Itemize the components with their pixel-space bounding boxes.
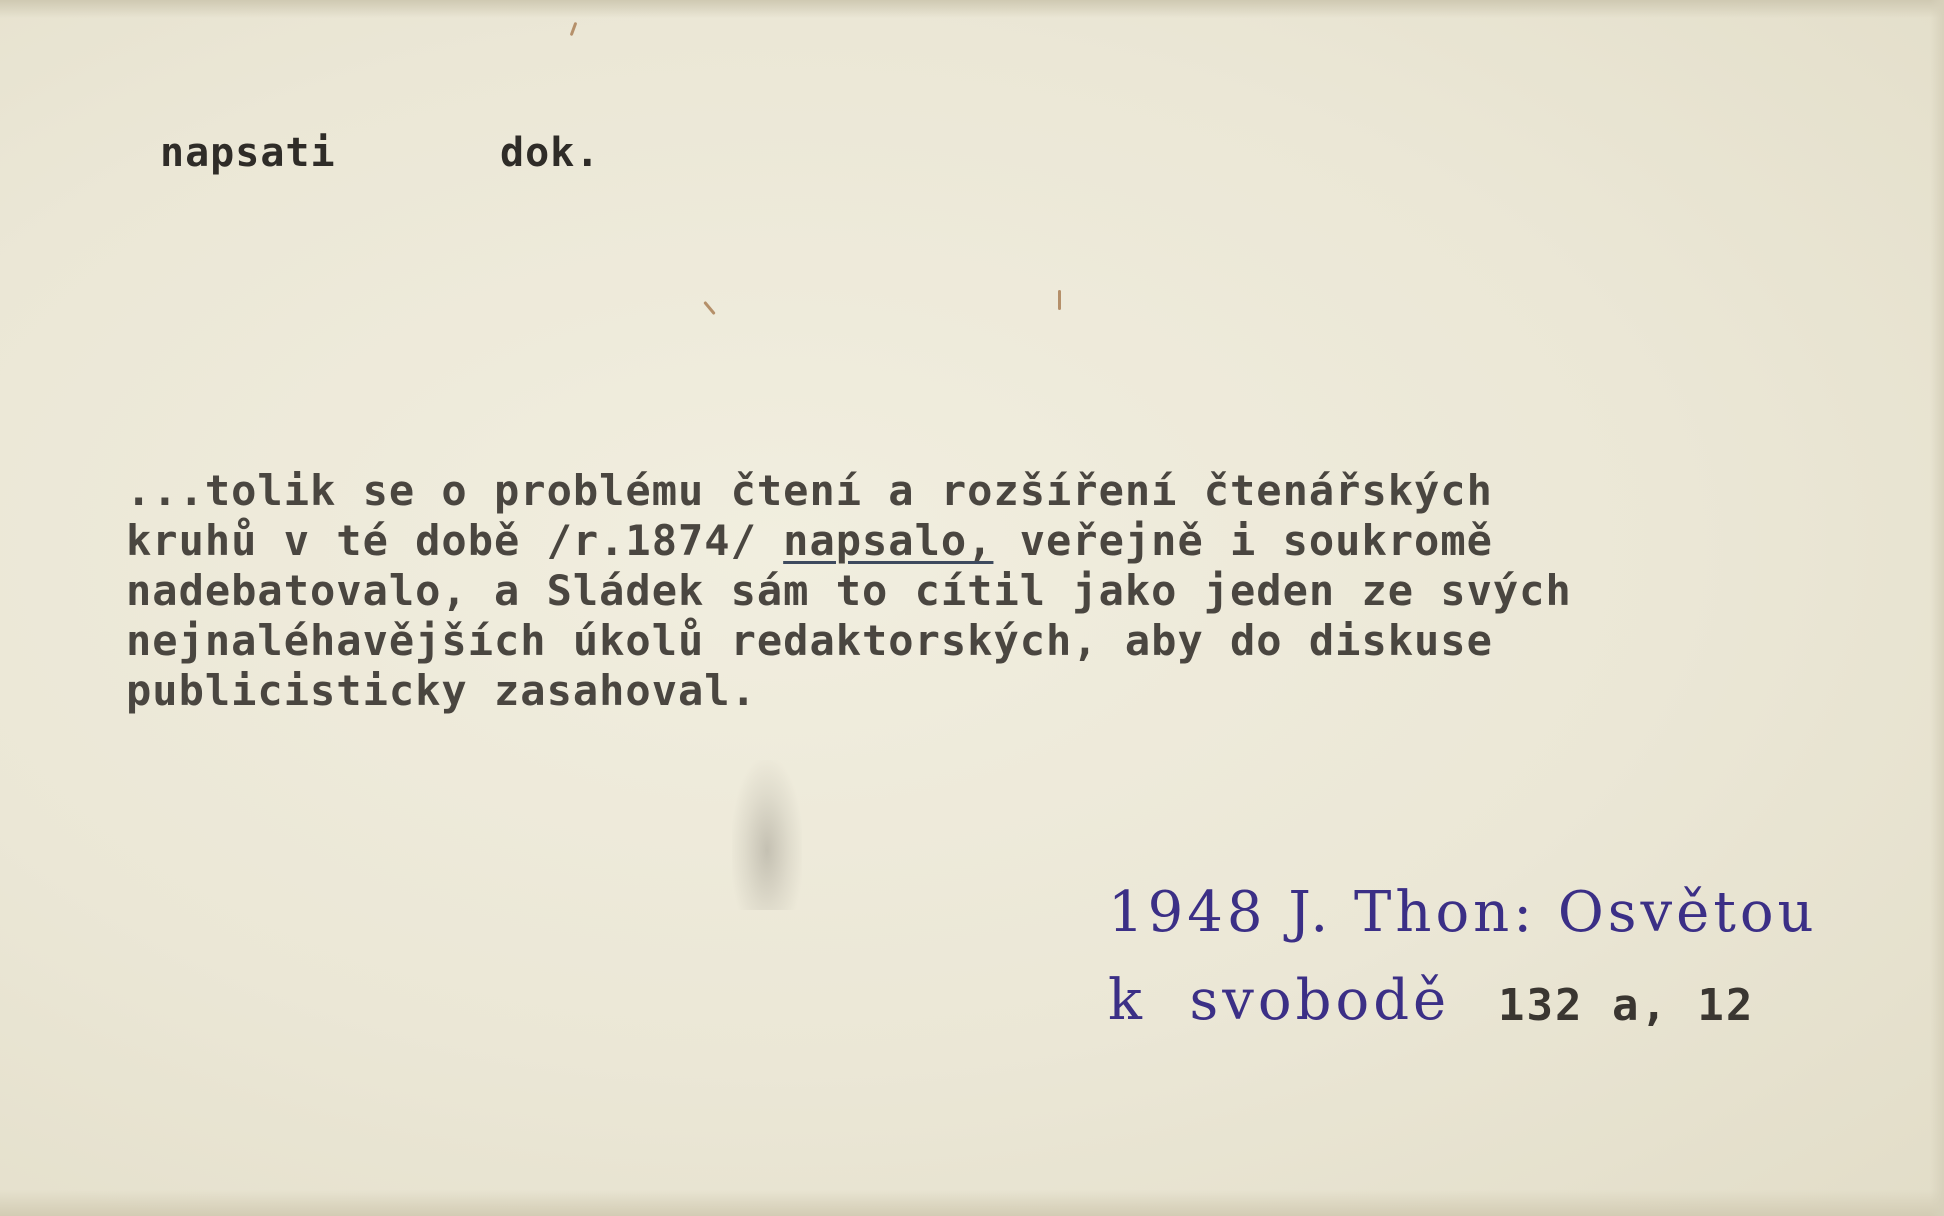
card-edge-shadow: [0, 1190, 1944, 1216]
paper-speck: [703, 301, 716, 315]
paper-speck: [1058, 290, 1061, 310]
underlined-keyword: napsalo,: [783, 516, 994, 565]
grammatical-qualifier: dok.: [500, 130, 601, 176]
excerpt-line-1: ...tolik se o problému čtení a rozšíření čtenářských: [126, 466, 1493, 515]
page-reference: 132 a, 12: [1498, 980, 1755, 1031]
paper-speck: [570, 22, 578, 36]
excerpt-line-3: nadebatovalo, a Sládek sám to cítil jako jeden ze svých: [126, 566, 1572, 615]
ink-smudge: [732, 760, 802, 910]
citation-excerpt: [126, 466, 1826, 716]
source-stamp-line-2: k svobodě: [1108, 968, 1451, 1033]
excerpt-line-4: nejnaléhavějších úkolů redaktorských, aby do diskuse: [126, 616, 1493, 665]
excerpt-line-2-end: veřejně i soukromě: [993, 516, 1493, 565]
headword: napsati: [160, 130, 336, 176]
excerpt-line-5: publicisticky zasahoval.: [126, 666, 757, 715]
source-stamp-line-1: 1948 J. Thon: Osvětou: [1108, 880, 1818, 945]
excerpt-line-2: [126, 516, 1826, 566]
excerpt-line-2-start: kruhů v té době /r.1874/: [126, 516, 784, 565]
